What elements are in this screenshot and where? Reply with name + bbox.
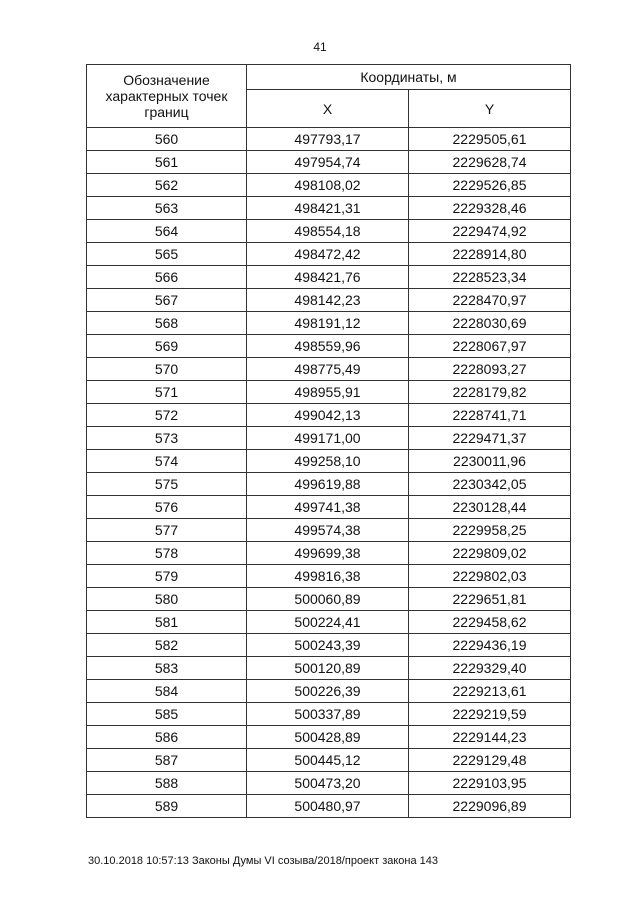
page-number: 41 [313, 40, 327, 54]
cell-point: 563 [87, 197, 247, 220]
table-row [87, 174, 571, 197]
cell-y: 2228741,71 [409, 404, 571, 427]
cell-x: 499042,13 [247, 404, 409, 427]
table-row [87, 404, 571, 427]
cell-point: 588 [87, 772, 247, 795]
cell-x: 500473,20 [247, 772, 409, 795]
cell-y: 2229096,89 [409, 795, 571, 818]
cell-x: 499619,88 [247, 473, 409, 496]
cell-y: 2229329,40 [409, 657, 571, 680]
cell-point: 581 [87, 611, 247, 634]
table-row [87, 243, 571, 266]
cell-x: 500120,89 [247, 657, 409, 680]
cell-x: 500224,41 [247, 611, 409, 634]
cell-x: 499574,38 [247, 519, 409, 542]
table-row [87, 128, 571, 151]
document-footer: 30.10.2018 10:57:13 Законы Думы VI созыва/2018/проект закона 143 [88, 855, 439, 867]
cell-y: 2230011,96 [409, 450, 571, 473]
cell-point: 567 [87, 289, 247, 312]
table-row [87, 588, 571, 611]
cell-x: 497954,74 [247, 151, 409, 174]
table-row [87, 749, 571, 772]
table-row [87, 220, 571, 243]
header-designation: Обозначение характерных точек границ [87, 65, 247, 128]
cell-x: 500480,97 [247, 795, 409, 818]
table-row [87, 151, 571, 174]
cell-y: 2228470,97 [409, 289, 571, 312]
cell-x: 498955,91 [247, 381, 409, 404]
cell-x: 497793,17 [247, 128, 409, 151]
cell-x: 500445,12 [247, 749, 409, 772]
header-y: Y [409, 90, 571, 128]
cell-y: 2229144,23 [409, 726, 571, 749]
cell-x: 500337,89 [247, 703, 409, 726]
cell-point: 561 [87, 151, 247, 174]
cell-x: 498559,96 [247, 335, 409, 358]
table-row [87, 289, 571, 312]
cell-point: 560 [87, 128, 247, 151]
cell-point: 585 [87, 703, 247, 726]
cell-point: 579 [87, 565, 247, 588]
cell-point: 578 [87, 542, 247, 565]
cell-x: 499258,10 [247, 450, 409, 473]
cell-point: 589 [87, 795, 247, 818]
table-row [87, 450, 571, 473]
table-body [87, 128, 571, 818]
cell-x: 498554,18 [247, 220, 409, 243]
cell-x: 498421,31 [247, 197, 409, 220]
cell-point: 576 [87, 496, 247, 519]
cell-y: 2230342,05 [409, 473, 571, 496]
cell-y: 2229958,25 [409, 519, 571, 542]
table-row [87, 381, 571, 404]
cell-x: 498108,02 [247, 174, 409, 197]
cell-point: 565 [87, 243, 247, 266]
header-coordinates: Координаты, м [247, 65, 571, 90]
cell-y: 2228914,80 [409, 243, 571, 266]
cell-y: 2228179,82 [409, 381, 571, 404]
cell-point: 575 [87, 473, 247, 496]
cell-y: 2228523,34 [409, 266, 571, 289]
cell-point: 562 [87, 174, 247, 197]
cell-point: 587 [87, 749, 247, 772]
cell-point: 564 [87, 220, 247, 243]
cell-y: 2229213,61 [409, 680, 571, 703]
cell-y: 2229458,62 [409, 611, 571, 634]
cell-y: 2228067,97 [409, 335, 571, 358]
cell-point: 568 [87, 312, 247, 335]
table-row [87, 427, 571, 450]
table-row [87, 335, 571, 358]
cell-point: 574 [87, 450, 247, 473]
coordinates-table [86, 64, 571, 818]
cell-y: 2229103,95 [409, 772, 571, 795]
cell-point: 570 [87, 358, 247, 381]
cell-y: 2229628,74 [409, 151, 571, 174]
table-row [87, 634, 571, 657]
table-row [87, 565, 571, 588]
cell-y: 2229474,92 [409, 220, 571, 243]
cell-x: 499741,38 [247, 496, 409, 519]
table-row [87, 266, 571, 289]
cell-point: 571 [87, 381, 247, 404]
cell-x: 500243,39 [247, 634, 409, 657]
cell-y: 2229505,61 [409, 128, 571, 151]
cell-x: 499699,38 [247, 542, 409, 565]
table-row [87, 611, 571, 634]
cell-point: 584 [87, 680, 247, 703]
cell-point: 569 [87, 335, 247, 358]
table-row [87, 772, 571, 795]
table-header [87, 65, 571, 128]
cell-y: 2229802,03 [409, 565, 571, 588]
cell-x: 498142,23 [247, 289, 409, 312]
table-row [87, 726, 571, 749]
cell-point: 586 [87, 726, 247, 749]
cell-x: 498472,42 [247, 243, 409, 266]
cell-x: 499171,00 [247, 427, 409, 450]
cell-x: 498775,49 [247, 358, 409, 381]
cell-y: 2229219,59 [409, 703, 571, 726]
cell-point: 583 [87, 657, 247, 680]
cell-y: 2229436,19 [409, 634, 571, 657]
table-row [87, 657, 571, 680]
table-row [87, 542, 571, 565]
cell-point: 580 [87, 588, 247, 611]
cell-point: 577 [87, 519, 247, 542]
table-row [87, 496, 571, 519]
cell-x: 498191,12 [247, 312, 409, 335]
cell-y: 2228093,27 [409, 358, 571, 381]
table-row [87, 312, 571, 335]
cell-y: 2229328,46 [409, 197, 571, 220]
cell-x: 500428,89 [247, 726, 409, 749]
cell-x: 498421,76 [247, 266, 409, 289]
header-x: X [247, 90, 409, 128]
cell-y: 2229129,48 [409, 749, 571, 772]
table-row [87, 680, 571, 703]
cell-y: 2229471,37 [409, 427, 571, 450]
cell-y: 2229526,85 [409, 174, 571, 197]
table-row [87, 358, 571, 381]
cell-y: 2230128,44 [409, 496, 571, 519]
cell-y: 2229809,02 [409, 542, 571, 565]
table-row [87, 703, 571, 726]
cell-y: 2228030,69 [409, 312, 571, 335]
table-row [87, 795, 571, 818]
cell-point: 573 [87, 427, 247, 450]
table-row [87, 197, 571, 220]
table-row [87, 519, 571, 542]
cell-point: 572 [87, 404, 247, 427]
table-row [87, 473, 571, 496]
cell-x: 499816,38 [247, 565, 409, 588]
cell-x: 500060,89 [247, 588, 409, 611]
cell-y: 2229651,81 [409, 588, 571, 611]
cell-point: 582 [87, 634, 247, 657]
cell-x: 500226,39 [247, 680, 409, 703]
cell-point: 566 [87, 266, 247, 289]
